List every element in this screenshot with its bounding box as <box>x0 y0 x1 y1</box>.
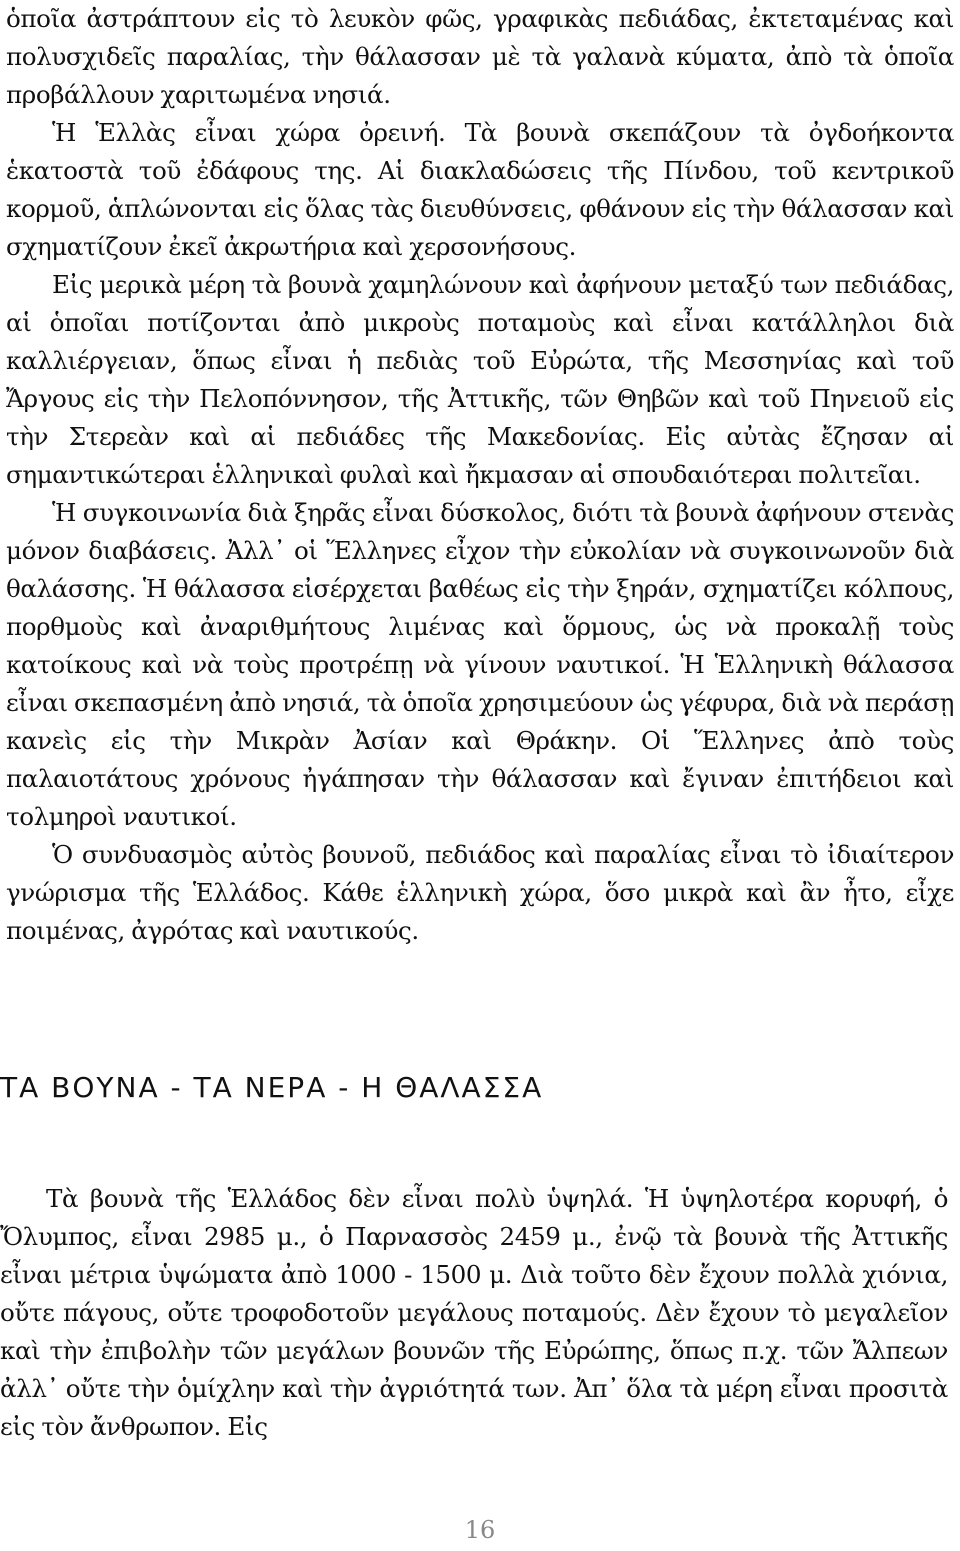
page-number: 16 <box>464 1516 496 1544</box>
paragraph-mountainous-country: Ἡ Ἑλλὰς εἶναι χώρα ὀρεινή. Τὰ βουνὰ σκεπάζουν τὰ ὀγδοήκοντα ἑκατοστὰ τοῦ ἐδάφους της. Αἱ διακλαδώσεις τῆς Πίνδου, τοῦ κεντρικοῦ κορμοῦ, ἁπλώνονται εἰς ὅλας τὰς διευθύνσεις, φθάνουν εἰς τὴν θάλασσαν καὶ σχηματίζουν ἐκεῖ ἀκρωτήρια καὶ χερσονήσους. <box>6 118 954 261</box>
paragraph-mountains: Τὰ βουνὰ τῆς Ἑλλάδος δὲν εἶναι πολὺ ὑψηλά. Ἡ ὑψηλοτέρα κορυφή, ὁ Ὄλυμπος, εἶναι 2985 μ., ὁ Παρνασσὸς 2459 μ., ἐνῷ τὰ βουνὰ τῆς Ἀττικῆς εἶναι μέτρια ὑψώματα ἀπὸ 1000 - 1500 μ. Διὰ τοῦτο δὲν ἔχουν πολλὰ χιόνια, οὔτε πάγους, οὔτε τροφοδοτοῦν μεγάλους ποταμούς. Δὲν ἔχουν τὸ μεγαλεῖον καὶ τὴν ἐπιβολὴν τῶν μεγάλων βουνῶν τῆς Εὐρώπης, ὅπως π.χ. τῶν Ἄλπεων ἀλλ᾽ οὔτε τὴν ὁμίχλην καὶ τὴν ἀγριότητά των. Ἀπ᾽ ὅλα τὰ μέρη εἶναι προσιτὰ εἰς τὸν ἄνθρωπον. Εἰς <box>0 1184 948 1441</box>
page-body <box>6 0 954 950</box>
paragraph-plains: Εἰς μερικὰ μέρη τὰ βουνὰ χαμηλώνουν καὶ ἀφήνουν μεταξύ των πεδιάδας, αἱ ὁποῖαι ποτίζονται ἀπὸ μικροὺς ποταμοὺς καὶ εἶναι κατάλληλοι διὰ καλλιέργειαν, ὅπως εἶναι ἡ πεδιὰς τοῦ Εὐρώτα, τῆς Μεσσηνίας καὶ τοῦ Ἄργους εἰς τὴν Πελοπόννησον, τῆς Ἀττικῆς, τῶν Θηβῶν καὶ τοῦ Πηνειοῦ εἰς τὴν Στερεὰν καὶ αἱ πεδιάδες τῆς Μακεδονίας. Εἰς αὐτὰς ἔζησαν αἱ σημαντικώτεραι ἑλληνικαὶ φυλαὶ καὶ ἤκμασαν αἱ σπουδαιότεραι πολιτεῖαι. <box>6 270 954 489</box>
paragraph-continuation: ὁποῖα ἀστράπτουν εἰς τὸ λευκὸν φῶς, γραφικὰς πεδιάδας, ἐκτεταμένας καὶ πολυσχιδεῖς παραλίας, τὴν θάλασσαν μὲ τὰ γαλανὰ κύματα, ἀπὸ τὰ ὁποῖα προβάλλουν χαριτωμένα νησιά. <box>6 4 954 109</box>
paragraph-communication: Ἡ συγκοινωνία διὰ ξηρᾶς εἶναι δύσκολος, διότι τὰ βουνὰ ἀφήνουν στενὰς μόνον διαβάσεις. Ἀλλ᾽ οἱ Ἕλληνες εἶχον τὴν εὐκολίαν νὰ συγκοινωνοῦν διὰ θαλάσσης. Ἡ θάλασσα εἰσέρχεται βαθέως εἰς τὴν ξηράν, σχηματίζει κόλπους, πορθμοὺς καὶ ἀναριθμήτους λιμένας καὶ ὅρμους, ὡς νὰ προκαλῇ τοὺς κατοίκους καὶ νὰ τοὺς προτρέπῃ νὰ γίνουν ναυτικοί. Ἡ Ἑλληνικὴ θάλασσα εἶναι σκεπασμένη ἀπὸ νησιά, τὰ ὁποῖα χρησιμεύουν ὡς γέφυρα, διὰ νὰ περάσῃ κανεὶς εἰς τὴν Μικρὰν Ἀσίαν καὶ Θράκην. Οἱ Ἕλληνες ἀπὸ τοὺς παλαιοτάτους χρόνους ἠγάπησαν τὴν θάλασσαν καὶ ἔγιναν ἐπιτήδειοι καὶ τολμηροὶ ναυτικοί. <box>6 498 954 831</box>
paragraph-combination: Ὁ συνδυασμὸς αὐτὸς βουνοῦ, πεδιάδος καὶ παραλίας εἶναι τὸ ἰδιαίτερον γνώρισμα τῆς Ἑλλάδος. Κάθε ἑλληνικὴ χώρα, ὅσο μικρὰ καὶ ἂν ἦτο, εἶχε ποιμένας, ἀγρότας καὶ ναυτικούς. <box>6 840 954 945</box>
section-body <box>0 1180 948 1446</box>
section-heading: ΤΑ ΒΟΥΝΑ - ΤΑ ΝΕΡΑ - Η ΘΑΛΑΣΣΑ <box>0 1071 544 1104</box>
